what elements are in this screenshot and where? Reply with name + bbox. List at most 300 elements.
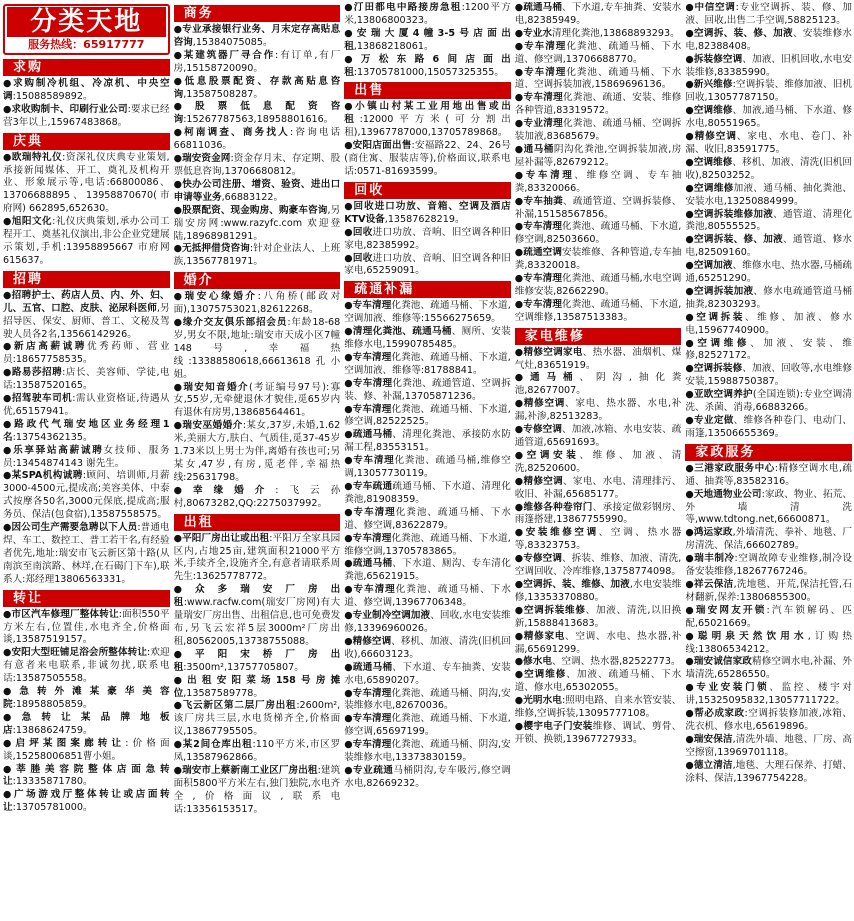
classified-ad bbox=[174, 533, 341, 585]
ad-body: 马桶阴沟,专车吸污,修空调水电,82669232。 bbox=[344, 764, 511, 789]
classified-ad bbox=[515, 67, 682, 93]
bullet-icon: ● bbox=[685, 656, 694, 668]
ad-headline: 空调拆装维修加液 bbox=[694, 208, 774, 220]
ad-headline: 幸缘婚介 bbox=[192, 484, 276, 496]
ad-body: ,13868218061。 bbox=[353, 40, 434, 52]
ad-headline: 安装维修空调 bbox=[525, 527, 599, 539]
classified-ad bbox=[685, 553, 852, 579]
ad-body: 、拆装、维修、加液、清洗,空调回收、冷库维修,13758774098。 bbox=[514, 553, 682, 578]
classified-ad bbox=[515, 372, 682, 398]
bullet-icon: ● bbox=[514, 398, 524, 410]
ad-body: :照明电路、自来水管安装、维修,空调拆装,13095777108。 bbox=[514, 695, 682, 720]
bullet-icon: ● bbox=[685, 2, 695, 13]
ad-body: (考证编号97号):寡女,55岁,无牵健退休才貌佳,觅65岁内有退休有房男,13868564461。 bbox=[173, 381, 341, 419]
ad-body: 、修水电疏通管道马桶抽粪,82303293。 bbox=[685, 285, 852, 310]
ad-headline: 回收 bbox=[352, 252, 373, 264]
bullet-icon: ● bbox=[344, 429, 353, 441]
ad-headline: 股票配资、现金购房、购豪车咨询 bbox=[182, 204, 328, 216]
ad-headline: 某建筑器厂寻合作 bbox=[183, 49, 276, 61]
classified-ad bbox=[344, 533, 511, 559]
bullet-icon: ● bbox=[3, 686, 20, 698]
classified-ad bbox=[344, 558, 511, 584]
ad-headline: 安阳店面出售 bbox=[352, 140, 412, 152]
bullet-icon: ● bbox=[3, 103, 12, 115]
ad-headline: 专业水 bbox=[523, 27, 552, 39]
ad-body: :资深礼仪庆典专业策划,承接新闻媒体、开工、奠礼及机构开业、形象展示等,电话:66800086、13706688895、13958870670(市府网) 662895,652630。 bbox=[3, 151, 170, 215]
classified-ad bbox=[3, 738, 170, 764]
classified-ad bbox=[515, 721, 682, 747]
ad-body: ,清洗外墙、地毯、厂房、高空擦窗,13969701118。 bbox=[685, 733, 852, 758]
classified-ad bbox=[685, 527, 852, 553]
ad-body: :18958805859。 bbox=[12, 698, 93, 710]
ad-body: 化粪池、疏通马桶、阴沟,安装维修水电,82670036。 bbox=[344, 687, 511, 712]
ad-headline: 求收购制卡、印刷行业公司 bbox=[11, 103, 128, 115]
classified-ad bbox=[685, 463, 852, 489]
ad-headline: 专车抽粪 bbox=[523, 195, 564, 207]
ad-body: :平阳万全家具园区内,占地25亩,建筑面积21000平方米,手续齐全,设施齐全,有意者请联系周先生:13625778772。 bbox=[173, 532, 341, 583]
ad-headline: 德立清洁 bbox=[693, 759, 733, 771]
column-2 bbox=[174, 2, 341, 921]
section-heading: 疏通补漏 bbox=[344, 281, 511, 298]
ad-headline: 瑞安心缘婚介 bbox=[184, 291, 258, 303]
ad-headline: 专车清理 bbox=[352, 403, 392, 415]
ad-headline: 空调维修 bbox=[694, 182, 734, 194]
bullet-icon: ● bbox=[685, 311, 697, 323]
classified-ad bbox=[344, 636, 511, 662]
column-1-body bbox=[3, 59, 170, 815]
classified-ad bbox=[685, 708, 852, 734]
classified-ad bbox=[515, 553, 682, 579]
ad-body: 化粪池、疏通马桶、下水道,空调维修,13587513383。 bbox=[514, 298, 682, 323]
bullet-icon: ● bbox=[685, 182, 695, 194]
bullet-icon: ● bbox=[173, 700, 183, 712]
ad-headline: 祥云保洁 bbox=[694, 578, 734, 590]
bullet-icon: ● bbox=[685, 337, 698, 349]
ad-headline: 疏通空调 bbox=[523, 247, 563, 259]
classified-ad bbox=[344, 140, 511, 179]
bullet-icon: ● bbox=[3, 789, 14, 801]
ad-body: 、空调、水电、热水器,补漏,65691299。 bbox=[514, 630, 682, 655]
column-1 bbox=[3, 2, 170, 921]
ad-body: :欢迎有意者来电联系,非诚勿扰,联系电话:13587505558。 bbox=[3, 647, 170, 685]
ad-body: 化粪池、疏通马桶、下水道,维修空调,13705783865。 bbox=[344, 532, 511, 557]
ad-body: 化粪池、疏通马桶,维修空调,13057730119。 bbox=[344, 455, 511, 480]
bullet-icon: ● bbox=[173, 75, 185, 87]
classified-ad bbox=[344, 227, 511, 253]
section-heading: 商务 bbox=[174, 5, 341, 22]
bullet-icon: ● bbox=[344, 558, 353, 570]
ad-headline: 精修空调 bbox=[523, 398, 566, 410]
bullet-icon: ● bbox=[3, 608, 12, 620]
ad-body: :110平方米,市区罗凤,13587962866。 bbox=[173, 739, 341, 764]
bullet-icon: ● bbox=[3, 418, 15, 430]
ad-body: 、下水道,专车抽粪、安装水电,82385949。 bbox=[514, 2, 682, 26]
bullet-icon: ● bbox=[685, 604, 696, 616]
classified-ad bbox=[3, 445, 170, 471]
classified-ad bbox=[685, 28, 852, 54]
ad-headline: 专车清理 bbox=[352, 739, 392, 751]
ad-body: 化粪池、疏通马桶、下水道、空调拆装加液,15869696136。 bbox=[514, 66, 682, 91]
bullet-icon: ● bbox=[344, 635, 353, 647]
ad-body: ,13587628219。 bbox=[384, 213, 465, 225]
classified-ad bbox=[3, 470, 170, 522]
ad-headline: 疏通马桶 bbox=[352, 558, 393, 570]
bullet-icon: ● bbox=[344, 140, 353, 152]
bullet-icon: ● bbox=[344, 403, 353, 415]
classified-ad bbox=[515, 527, 682, 553]
classified-ad bbox=[174, 179, 341, 205]
bullet-icon: ● bbox=[514, 630, 524, 642]
classified-ad bbox=[515, 2, 682, 28]
classified-ad bbox=[174, 76, 341, 102]
bullet-icon: ● bbox=[685, 733, 694, 745]
bullet-icon: ● bbox=[344, 610, 353, 622]
ad-body: 化粪池、疏通马桶、下水道、修空调,83622879。 bbox=[344, 506, 511, 531]
section-heading: 求购 bbox=[3, 59, 170, 76]
ad-body: 、通管道、清理化粪池,80555525。 bbox=[685, 208, 852, 233]
classified-ad bbox=[515, 144, 682, 170]
ad-body: 、加液、疏通马桶、下水道、修水电,65302055。 bbox=[514, 669, 682, 694]
bullet-icon: ● bbox=[685, 759, 694, 771]
classified-ad bbox=[174, 101, 341, 127]
column-4-body bbox=[515, 2, 682, 747]
classified-ad bbox=[3, 216, 170, 268]
ad-body: 化粪池、疏通管道、空调拆装、修、补漏,13705871236。 bbox=[344, 377, 511, 402]
bullet-icon: ● bbox=[173, 484, 193, 496]
ad-body: :店长、美容师、学徒,电话:13587520165。 bbox=[3, 367, 170, 392]
ad-body: 化粪池、疏通、安装、维修各种管道,83319572。 bbox=[514, 92, 682, 117]
ad-headline: 帮必成家政 bbox=[694, 708, 745, 720]
classified-ad bbox=[344, 584, 511, 610]
classified-ad bbox=[3, 764, 170, 790]
ad-headline: 急转让某品牌地板店 bbox=[3, 711, 170, 736]
ad-body: :普通电焊、车工、数控工、普工若干名,有经验者优先,地址:瑞安市飞云新区第十路(从南滨至南滨路、林垟,在石碣门下车),联系人:郑经理13806563331。 bbox=[3, 522, 170, 585]
classified-ad bbox=[685, 415, 852, 441]
ad-headline: 回收 bbox=[352, 226, 373, 238]
ad-headline: 空调加液 bbox=[693, 260, 733, 272]
bullet-icon: ● bbox=[514, 92, 524, 104]
classified-ad bbox=[685, 79, 852, 105]
ad-body: :八角桥(邮政对面),13075753021,82612268。 bbox=[173, 291, 341, 316]
ad-body: :13705781000,15057325355。 bbox=[353, 66, 504, 78]
ad-headline: 求购制冷机组、冷凉机、中央空调 bbox=[3, 78, 170, 102]
bullet-icon: ● bbox=[3, 151, 12, 163]
classified-ad bbox=[685, 338, 852, 364]
ad-body: :www.racfw.com(瑞安厂房网)有大量瑞安厂房出售、出租信息,也可免费发布,另飞云宏祥5层3000m²厂房出租,80562005,13738755088。 bbox=[173, 597, 341, 647]
ad-headline: 通马桶 bbox=[530, 372, 580, 384]
ad-headline: 拆装修空调 bbox=[693, 53, 743, 65]
ad-headline: 欧瑞特礼仪 bbox=[11, 151, 63, 163]
ad-body: :家政、物业、拓荒、外墙清洗等,www.tdtong.net,66600871。 bbox=[685, 488, 852, 526]
bullet-icon: ● bbox=[514, 475, 524, 487]
classified-ad bbox=[344, 201, 511, 227]
ad-headline: 空调安装 bbox=[526, 449, 580, 461]
ad-headline: 专修空调 bbox=[523, 553, 563, 565]
ad-headline: 专业清理 bbox=[523, 118, 564, 130]
classified-ad bbox=[174, 50, 341, 76]
ad-headline: 瑞安巫婚婚介 bbox=[182, 420, 243, 432]
ad-headline: 空调拆装修 bbox=[693, 363, 743, 375]
ad-headline: 平阳宋桥厂房出租 bbox=[173, 648, 341, 673]
bullet-icon: ● bbox=[514, 669, 525, 681]
ad-headline: 新兴维修 bbox=[693, 79, 733, 91]
bullet-icon: ● bbox=[514, 449, 527, 461]
bullet-icon: ● bbox=[3, 711, 22, 723]
bullet-icon: ● bbox=[3, 470, 12, 482]
classified-ad bbox=[685, 131, 852, 157]
classified-ad bbox=[344, 662, 511, 688]
ad-headline: 中信空调 bbox=[694, 2, 736, 13]
ad-headline: 快办公司注册、增资、验资、进出口申请等业务 bbox=[173, 178, 341, 203]
ad-body: 、维修空调、专车抽粪,83320066。 bbox=[514, 169, 682, 194]
ad-body: :某女,37岁,未婚,1.62米,美丽大方,肤白、气质佳,觅37-45岁1.73米以上男士为伴,离婚有孩也可;另某女,47岁,有房,觅老伴,幸福热线:25631798。 bbox=[173, 420, 341, 483]
classified-ad bbox=[515, 170, 682, 196]
ad-body: :15088589892。 bbox=[12, 90, 93, 102]
classified-ad bbox=[3, 393, 170, 419]
ad-headline: 专车清理 bbox=[352, 687, 392, 699]
ad-body: 、监控、楼宇对讲,15325095832,13057711722。 bbox=[685, 682, 852, 707]
bullet-icon: ● bbox=[514, 578, 524, 590]
ad-body: 、厕所、安装维修水电,15990785485。 bbox=[344, 326, 511, 351]
ad-headline: 亚欧空调养护 bbox=[693, 389, 753, 401]
bullet-icon: ● bbox=[514, 247, 524, 259]
ad-headline: 瑞丰制冷 bbox=[694, 553, 735, 565]
ad-body: :空调拆装、维修加液、旧机回收,13057787150。 bbox=[685, 79, 852, 104]
ad-headline: 回收进口功放、音箱、空调及酒店KTV设备 bbox=[344, 200, 511, 225]
bullet-icon: ● bbox=[173, 204, 183, 216]
classified-ad bbox=[3, 104, 170, 130]
ad-body: :空调拆装修加液,冰箱、洗衣机、修水电,65619896。 bbox=[685, 708, 852, 732]
ad-body: 维修、调试、剪骨、开锁、换锁,13967727933。 bbox=[514, 720, 682, 745]
ad-body: :顾问、培训师,月薪3000-4500元,提成高;美容美体、中泰式按摩各50名,3000元保底,提成高;服务员、保洁(包食宿),13587558575。 bbox=[3, 470, 170, 521]
bullet-icon: ● bbox=[3, 737, 16, 749]
ad-body: 优秀药师、营业员:18657758535。 bbox=[3, 341, 170, 366]
classified-ad bbox=[3, 341, 170, 367]
ad-body: :年龄18-68岁,男女不限,地址:瑞安市天成小区7幢148号,幸福热线:13388580618,66613618孔小姐。 bbox=[173, 317, 341, 380]
ad-headline: 因公司生产需要急聘以下人员 bbox=[11, 522, 138, 534]
bullet-icon: ● bbox=[3, 522, 12, 534]
classified-ad bbox=[515, 398, 682, 424]
bullet-icon: ● bbox=[514, 221, 524, 233]
ad-body: 、下水道、专车抽粪、安装水电,65890207。 bbox=[344, 661, 511, 686]
ad-body: 、阴沟,抽化粪池,82677007。 bbox=[514, 372, 682, 397]
bullet-icon: ● bbox=[344, 455, 354, 467]
bullet-icon: ● bbox=[344, 2, 354, 13]
ad-headline: 空调维修 bbox=[524, 669, 567, 681]
classified-ad bbox=[685, 389, 852, 415]
ad-headline: 路易莎招聘 bbox=[11, 367, 63, 379]
classified-ad bbox=[685, 209, 852, 235]
bullet-icon: ● bbox=[173, 381, 184, 393]
classified-ad bbox=[344, 326, 511, 352]
classified-ad bbox=[3, 522, 170, 587]
classified-ad bbox=[685, 363, 852, 389]
ad-headline: 专车清理 bbox=[524, 40, 567, 52]
classified-ad bbox=[174, 317, 341, 382]
bullet-icon: ● bbox=[344, 764, 354, 776]
classified-ad bbox=[515, 424, 682, 450]
bullet-icon: ● bbox=[3, 444, 14, 456]
classified-ad bbox=[685, 157, 852, 183]
ad-headline: 众多瑞安厂房出租 bbox=[173, 584, 341, 609]
classified-ad bbox=[174, 675, 341, 701]
bullet-icon: ● bbox=[344, 532, 353, 544]
bullet-icon: ● bbox=[685, 27, 695, 39]
bullet-icon: ● bbox=[514, 118, 524, 130]
ad-headline: 专车清理 bbox=[353, 455, 395, 467]
bullet-icon: ● bbox=[514, 169, 526, 181]
ad-body: 、加液、清洗,以旧换新,15888413683。 bbox=[514, 604, 682, 629]
classified-ad bbox=[515, 247, 682, 273]
ad-headline: 新店高薪诚聘 bbox=[13, 341, 87, 353]
section-heading: 招聘 bbox=[3, 271, 170, 288]
ad-body: :13705781000。 bbox=[12, 802, 93, 814]
classified-ad bbox=[685, 234, 852, 260]
bullet-icon: ● bbox=[685, 682, 697, 694]
masthead-title: 分类天地 bbox=[7, 7, 166, 37]
ad-body: :2600m²,该厂房共三层,水电货梯齐全,价格面议,13867795505。 bbox=[173, 700, 341, 738]
ad-headline: 精修空调 bbox=[694, 131, 737, 143]
section-heading: 回收 bbox=[344, 182, 511, 199]
classified-ad bbox=[515, 92, 682, 118]
ad-body: 化粪池、疏通马桶、下水道,空调加液、维修等:81788841。 bbox=[344, 351, 511, 376]
bullet-icon: ● bbox=[514, 424, 524, 436]
ad-headline: 三港家政服务中心 bbox=[694, 462, 775, 474]
bullet-icon: ● bbox=[514, 372, 531, 384]
ad-headline: 空调拆装、修、加液 bbox=[694, 234, 784, 246]
ad-headline: 专车清理 bbox=[523, 92, 564, 104]
classified-ad bbox=[685, 105, 852, 131]
classified-ad bbox=[174, 485, 341, 511]
bullet-icon: ● bbox=[685, 389, 694, 401]
classified-ad bbox=[3, 647, 170, 686]
classified-ad bbox=[515, 41, 682, 67]
ad-headline: 专业安装门锁 bbox=[696, 682, 770, 694]
bullet-icon: ● bbox=[344, 351, 353, 363]
ad-headline: 专车清理 bbox=[353, 584, 396, 596]
ad-body: :3500m²,13757705807。 bbox=[183, 661, 304, 673]
classified-ad bbox=[685, 183, 852, 209]
ad-body: :需认业资格证,待遇从优,65157941。 bbox=[3, 393, 170, 417]
ad-body: :礼仪庆典策划,承办公司工程开工、奠基礼仪演出,非公企业党建展示策划,手机:13958895667 市府网 615637。 bbox=[3, 216, 170, 266]
classified-ad bbox=[3, 419, 170, 445]
bullet-icon: ● bbox=[3, 393, 12, 405]
ad-body: :专业空调拆、装、修、加液、回收,出售二手空调,58825123。 bbox=[685, 2, 852, 26]
ad-body: 化粪池、疏通马桶、阴沟,安装维修水电,13373830159。 bbox=[344, 739, 511, 764]
ad-headline: 急转外滩某豪华美容院 bbox=[3, 686, 170, 710]
classified-ad bbox=[515, 502, 682, 528]
ad-headline: 聪明泉天然饮用水 bbox=[697, 630, 808, 642]
ad-body: 、家电、热水器、水电,补漏,补渗,82513283。 bbox=[514, 398, 682, 423]
ad-body: 、移机、加液、清洗(旧机回收),66603123。 bbox=[344, 635, 511, 660]
classified-ad bbox=[344, 101, 511, 140]
bullet-icon: ● bbox=[344, 713, 353, 725]
classified-ad bbox=[3, 290, 170, 342]
classified-ad bbox=[174, 205, 341, 244]
bullet-icon: ● bbox=[344, 661, 353, 673]
classified-ad bbox=[3, 789, 170, 815]
bullet-icon: ● bbox=[685, 53, 694, 65]
ad-headline: 通马桶 bbox=[523, 143, 554, 155]
ad-headline: 专车疏通 bbox=[352, 481, 393, 492]
column-4 bbox=[515, 2, 682, 921]
bullet-icon: ● bbox=[173, 764, 183, 776]
bullet-icon: ● bbox=[173, 317, 183, 329]
classified-ad bbox=[685, 260, 852, 286]
ad-body: :价格面谈,15258006851曹小姐。 bbox=[3, 737, 170, 762]
ad-body: ,水电安装维修,13353370880。 bbox=[514, 578, 682, 603]
ad-headline: 空调拆、装、修、加液 bbox=[694, 27, 793, 39]
ad-headline: 疏通马桶 bbox=[523, 2, 563, 13]
bullet-icon: ● bbox=[173, 127, 185, 139]
classified-ad bbox=[174, 243, 341, 269]
bullet-icon: ● bbox=[685, 234, 695, 246]
classified-ad bbox=[685, 734, 852, 760]
bullet-icon: ● bbox=[685, 105, 694, 117]
classified-ad bbox=[174, 382, 341, 421]
classified-ad bbox=[344, 352, 511, 378]
ad-headline: 精修空调家电 bbox=[523, 346, 583, 358]
ad-body: 、加液、旧机回收,水电安装维修,83385990。 bbox=[685, 53, 852, 78]
ad-body: 进口功放、音响、旧空调各种旧家电,65259091。 bbox=[344, 252, 511, 277]
classified-ad bbox=[515, 579, 682, 605]
ad-body: :要求已经营3年以上,15967483868。 bbox=[3, 103, 170, 128]
ad-headline: 市区汽车修理厂整体转让 bbox=[11, 608, 119, 620]
classified-ad bbox=[515, 221, 682, 247]
ad-headline: 维修各种卷帘门 bbox=[523, 501, 593, 513]
ad-body: ,66883122。 bbox=[221, 191, 284, 203]
ad-body: 化粪池、疏通马桶、下水道,修空调,65697199。 bbox=[344, 713, 511, 738]
classified-ad bbox=[174, 420, 341, 485]
classified-ad bbox=[174, 584, 341, 649]
bullet-icon: ● bbox=[685, 415, 695, 426]
bullet-icon: ● bbox=[344, 326, 353, 338]
bullet-icon: ● bbox=[685, 553, 695, 565]
bullet-icon: ● bbox=[344, 252, 353, 264]
ad-headline: 专车清理 bbox=[352, 377, 393, 389]
ad-body: :汽车锁解码、匹配,65021669。 bbox=[685, 604, 852, 629]
ad-body: 、家电、水电、清理排污、收旧、补漏,65685177。 bbox=[514, 475, 682, 500]
ad-body: :精修空调水电,疏通、抽粪等,83582316。 bbox=[685, 462, 852, 487]
ad-body: 化粪池、疏通马桶,水电空调维修安装,82662290。 bbox=[514, 273, 682, 297]
column-5 bbox=[685, 2, 852, 921]
ad-headline: 修水电 bbox=[523, 656, 552, 668]
section-heading: 出售 bbox=[344, 82, 511, 99]
bullet-icon: ● bbox=[344, 27, 357, 39]
bullet-icon: ● bbox=[685, 708, 695, 720]
classified-ad bbox=[515, 695, 682, 721]
ad-headline: 某2间仓库出租 bbox=[182, 739, 253, 751]
ad-headline: 空调拆、装、维修、加液 bbox=[523, 578, 630, 590]
ad-body: :1200平方米,13806800323。 bbox=[344, 2, 511, 26]
bullet-icon: ● bbox=[344, 200, 354, 212]
classified-ad bbox=[344, 481, 511, 507]
classified-ad bbox=[174, 127, 341, 153]
bullet-icon: ● bbox=[3, 78, 14, 89]
ad-body: 、下水道、厕沟、专车清化粪池,65621915。 bbox=[344, 558, 511, 583]
ad-body: ,13587589778。 bbox=[183, 687, 263, 699]
classified-ad bbox=[344, 713, 511, 739]
bullet-icon: ● bbox=[514, 40, 525, 52]
bullet-icon: ● bbox=[685, 578, 695, 590]
bullet-icon: ● bbox=[173, 739, 183, 751]
ad-headline: 鸿运家政 bbox=[693, 527, 733, 539]
classified-ad bbox=[515, 631, 682, 657]
ad-body: :面积550平方米左右,位置佳,水电齐全,价格面谈,13587519157。 bbox=[3, 608, 170, 646]
ad-body: :咨询电话66811036。 bbox=[173, 127, 341, 152]
ad-body: ,订购热线:13806534212。 bbox=[685, 630, 852, 655]
bullet-icon: ● bbox=[514, 273, 524, 285]
